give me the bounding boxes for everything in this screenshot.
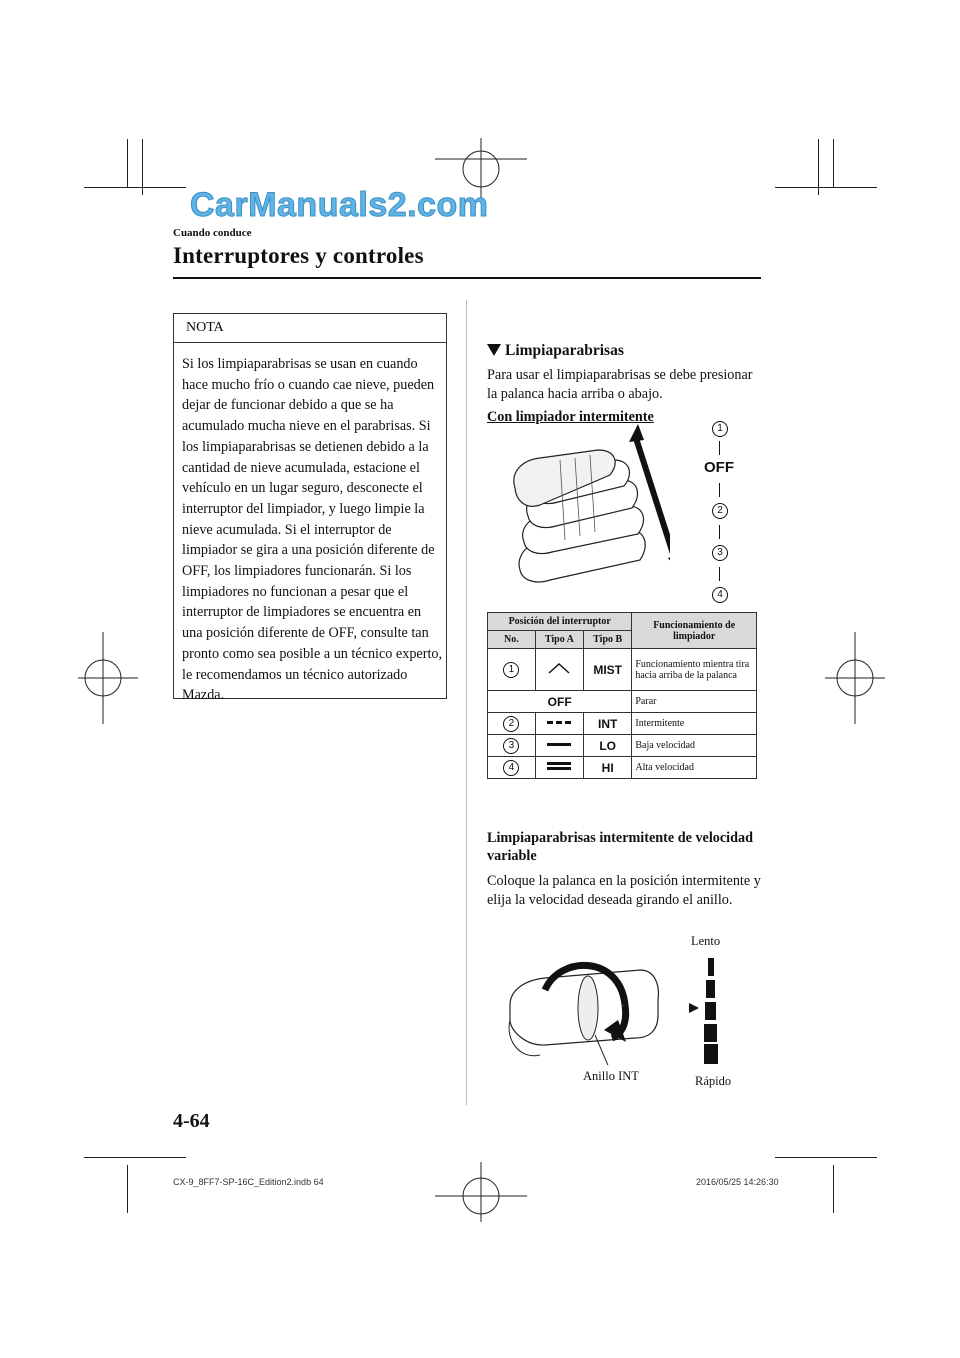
table-header-function: Funcionamiento de limpiador	[632, 613, 757, 649]
int-dashes-icon	[546, 718, 572, 726]
row-type-b: HI	[584, 757, 632, 779]
arrow-updown-icon	[719, 441, 720, 455]
footer-file: CX-9_8FF7-SP-16C_Edition2.indb 64	[173, 1177, 324, 1187]
variable-text: Coloque la palanca en la posición intermitente y elija la velocidad deseada girando el anillo.	[487, 873, 761, 908]
row-function: Baja velocidad	[632, 735, 757, 757]
int-ring-illustration	[500, 950, 670, 1065]
column-divider	[466, 300, 467, 1105]
position-3-marker: 3	[712, 545, 728, 561]
wiper-position-table	[487, 612, 757, 779]
wiper-heading	[487, 342, 624, 360]
row-function: Intermitente	[632, 713, 757, 735]
page-title: Interruptores y controles	[173, 243, 424, 268]
table-row	[488, 691, 757, 713]
registration-mark-right	[825, 632, 885, 724]
table-row	[488, 735, 757, 757]
mist-chevron-icon	[547, 662, 571, 674]
footer-timestamp: 2016/05/25 14:26:30	[696, 1177, 779, 1187]
row-type-b: LO	[584, 735, 632, 757]
row-type-b: MIST	[584, 649, 632, 691]
wiper-intro: Para usar el limpiaparabrisas se debe presionar la palanca hacia arriba o abajo.	[487, 367, 753, 402]
table-header-group: Posición del interruptor	[488, 613, 632, 631]
row-type-b: INT	[584, 713, 632, 735]
note-text: Si los limpiaparabrisas se usan en cuando hace mucho frío o cuando cae nieve, pueden dejar de funcionar debido a que se ha acumulado mucha nieve en el parabrisas. Si los limpiaparabrisas se detienen debido a la cantidad de nieve acumulada, estacione el vehículo en un lugar seguro, desconecte el interruptor del limpiador, y luego limpie la nieve acumulada. Si el interruptor de limpiador se gira a una posición diferente de OFF, los limpiadores funcionarán. Si los limpiadores no funcionan a pesar que el interruptor de limpiadores se encuentra en una posición diferente de OFF, consulte tan pronto como sea posible a un técnico experto, le recomendamos un técnico autorizado Mazda.	[182, 356, 443, 704]
row-no: 2	[503, 716, 519, 732]
wiper-subheading: Con limpiador intermitente	[487, 409, 654, 425]
table-row	[488, 713, 757, 735]
table-header-no: No.	[488, 631, 536, 649]
row-function: Funcionamiento mientra tira hacia arriba de la palanca	[632, 649, 757, 691]
speed-scale	[704, 958, 718, 1063]
fast-label: Rápido	[695, 1074, 732, 1088]
section-label: Cuando conduce	[173, 227, 252, 239]
registration-mark-bottom	[435, 1162, 527, 1222]
wiper-lever-illustration	[510, 420, 670, 605]
watermark: CarManuals2.com	[190, 186, 489, 224]
table-row	[488, 757, 757, 779]
wiper-heading-text: Limpiaparabrisas	[505, 342, 624, 359]
row-function: Parar	[632, 691, 757, 713]
position-1-marker: 1	[712, 421, 728, 437]
page-number: 4-64	[173, 1110, 210, 1132]
position-off-label: OFF	[704, 459, 734, 476]
row-function: Alta velocidad	[632, 757, 757, 779]
row-no: 4	[503, 760, 519, 776]
row-no: 1	[503, 662, 519, 678]
slow-label: Lento	[691, 934, 721, 948]
pointer-arrow-icon	[688, 1002, 700, 1014]
arrow-updown-icon	[719, 567, 720, 581]
lo-bar-icon	[546, 740, 572, 748]
note-header	[174, 314, 446, 343]
arrow-updown-icon	[719, 483, 720, 497]
triangle-bullet-icon	[487, 344, 501, 356]
table-header-type-b: Tipo B	[584, 631, 632, 649]
hi-bars-icon	[546, 761, 572, 771]
table-row	[488, 649, 757, 691]
row-no: 3	[503, 738, 519, 754]
registration-mark-left	[78, 632, 138, 724]
note-box	[173, 313, 447, 704]
arrow-updown-icon	[719, 525, 720, 539]
title-rule	[173, 277, 761, 279]
int-ring-label: Anillo INT	[583, 1069, 639, 1083]
position-2-marker: 2	[712, 503, 728, 519]
variable-heading: Limpiaparabrisas intermitente de velocidad variable	[487, 830, 754, 864]
wiper-positions-legend	[700, 421, 740, 606]
note-heading: NOTA	[186, 320, 224, 335]
row-off-symbol: OFF	[488, 691, 632, 713]
table-header-type-a: Tipo A	[535, 631, 583, 649]
position-4-marker: 4	[712, 587, 728, 603]
